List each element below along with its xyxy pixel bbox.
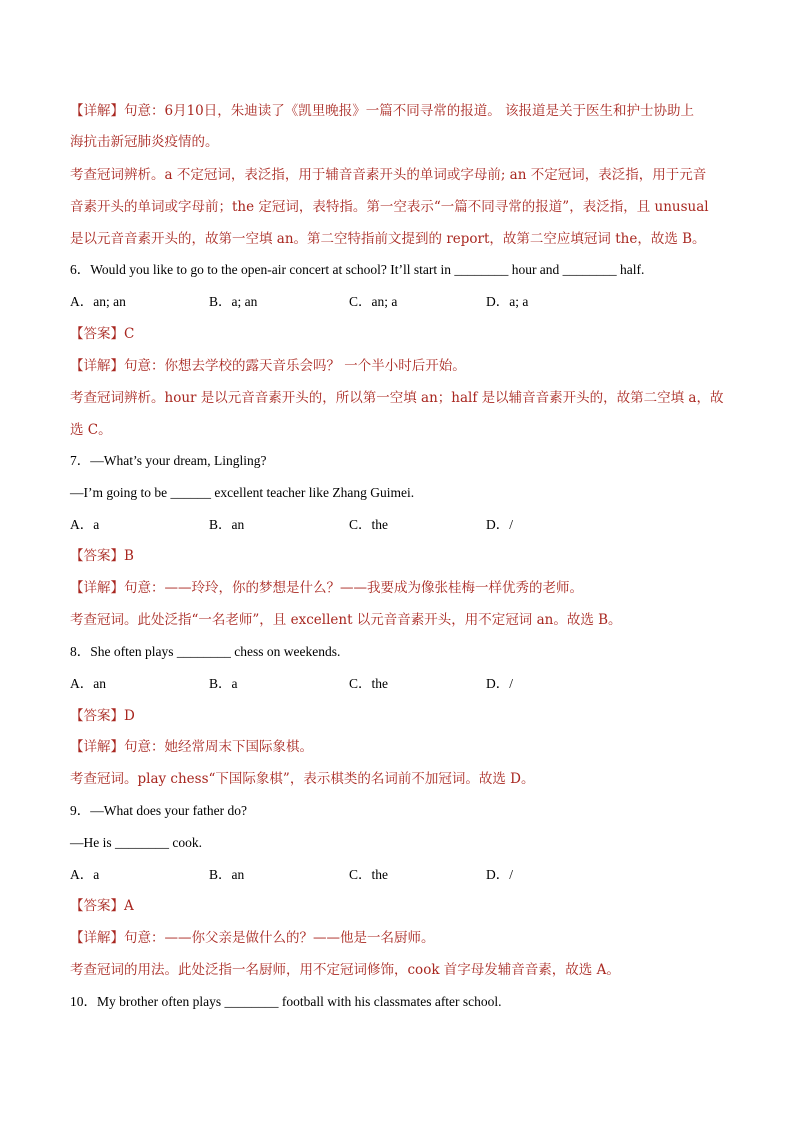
answer-label: 【答案】C	[70, 326, 135, 342]
question-stem: —He is ________ cook.	[70, 835, 202, 850]
options-row	[70, 674, 730, 694]
explanation-line: 考查冠词辨析。hour 是以元音音素开头的，所以第一空填 an；half 是以辅音音素开头的，故第二空填 a，故	[70, 390, 724, 406]
detail-line: 【详解】句意：你想去学校的露天音乐会吗？ 一个半小时后开始。	[70, 358, 466, 374]
option-d: D．a; a	[486, 294, 529, 309]
detail-line: 【详解】句意：——你父亲是做什么的？——他是一名厨师。	[70, 930, 435, 946]
answer-label: 【答案】D	[70, 708, 135, 724]
question-stem: 9．—What does your father do?	[70, 803, 247, 818]
options-row	[70, 515, 730, 535]
option-b: B．a; an	[209, 294, 258, 309]
option-a: A．an	[70, 676, 106, 691]
option-b: B．a	[209, 676, 238, 691]
detail-line: 海抗击新冠肺炎疫情的。	[70, 134, 219, 150]
answer-label: 【答案】A	[70, 898, 134, 914]
option-d: D．/	[486, 867, 513, 882]
option-a: A．a	[70, 517, 100, 532]
explanation-line: 音素开头的单词或字母前；the 定冠词，表特指。第一空表示“一篇不同寻常的报道”，表泛指，且 unusual	[70, 199, 709, 215]
explanation-line: 考查冠词辨析。a 不定冠词，表泛指，用于辅音音素开头的单词或字母前; an 不定冠词，表泛指，用于元音	[70, 167, 707, 183]
option-a: A．a	[70, 867, 100, 882]
question-stem: 10．My brother often plays ________ football with his classmates after school.	[70, 994, 502, 1009]
option-c: C．the	[349, 867, 388, 882]
options-row	[70, 865, 730, 885]
explanation-line: 考查冠词的用法。此处泛指一名厨师，用不定冠词修饰，cook 首字母发辅音音素，故选 A。	[70, 962, 620, 978]
answer-label: 【答案】B	[70, 548, 134, 564]
option-d: D．/	[486, 676, 513, 691]
explanation-line: 是以元音音素开头的，故第一空填 an。第二空特指前文提到的 report，故第二空应填冠词 the，故选 B。	[70, 231, 706, 247]
explanation-line: 考查冠词。play chess“下国际象棋”，表示棋类的名词前不加冠词。故选 D。	[70, 771, 535, 787]
option-d: D．/	[486, 517, 513, 532]
question-stem: 7．—What’s your dream, Lingling?	[70, 453, 267, 468]
question-stem: 8．She often plays ________ chess on weekends.	[70, 644, 341, 659]
question-stem: —I’m going to be ______ excellent teacher like Zhang Guimei.	[70, 485, 415, 500]
option-b: B．an	[209, 867, 245, 882]
option-c: C．the	[349, 676, 388, 691]
question-stem: 6．Would you like to go to the open-air concert at school? It’ll start in ________ hour and ________ half.	[70, 262, 645, 277]
detail-line: 【详解】句意：——玲玲，你的梦想是什么？——我要成为像张桂梅一样优秀的老师。	[70, 580, 583, 596]
detail-line: 【详解】句意：6月10日，朱迪读了《凯里晚报》一篇不同寻常的报道。 该报道是关于医生和护士协助上	[70, 103, 695, 119]
explanation-line: 选 C。	[70, 422, 112, 438]
option-a: A．an; an	[70, 294, 126, 309]
option-c: C．the	[349, 517, 388, 532]
options-row	[70, 292, 730, 312]
explanation-line: 考查冠词。此处泛指“一名老师”，且 excellent 以元音音素开头，用不定冠词 an。故选 B。	[70, 612, 622, 628]
option-c: C．an; a	[349, 294, 398, 309]
detail-line: 【详解】句意：她经常周末下国际象棋。	[70, 739, 313, 755]
option-b: B．an	[209, 517, 245, 532]
